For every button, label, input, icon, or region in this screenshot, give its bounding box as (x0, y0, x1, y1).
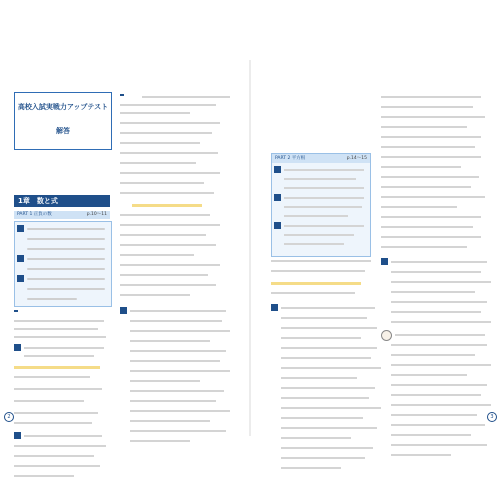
chapter-header: 1章 数と式 (14, 195, 110, 207)
answer-label: 解答 (56, 127, 70, 135)
book-title: 高校入試実戦力アップテスト (17, 103, 109, 111)
title-box (14, 92, 112, 150)
part-pages: p.10〜11 (86, 212, 107, 217)
answer-row (27, 298, 77, 300)
page-number-left: 2 (4, 412, 14, 422)
answer-grid (14, 221, 112, 307)
explanation-tag (120, 94, 124, 96)
solutions-column-4 (381, 92, 493, 492)
question-number (17, 255, 24, 262)
question-number (14, 344, 21, 351)
solutions-column-3 (271, 260, 381, 490)
answer-row (27, 278, 105, 280)
answer-row (27, 238, 105, 240)
part-header-left (14, 211, 110, 219)
right-page (251, 60, 500, 436)
question-number (271, 304, 278, 311)
solutions-column-2 (120, 92, 235, 492)
answer-row (27, 268, 105, 270)
highlight-note (132, 204, 202, 207)
question-number (17, 225, 24, 232)
highlight-note (14, 366, 100, 369)
part-pages: p.14〜15 (346, 156, 367, 161)
question-number (381, 258, 388, 265)
answer-row (27, 258, 105, 260)
answer-row (27, 248, 105, 250)
note-icon (381, 330, 392, 341)
part-label: PART 2 平方根 (275, 156, 306, 161)
highlight-note (271, 282, 361, 285)
part-header-right-box (271, 153, 371, 257)
question-number (14, 432, 21, 439)
page-number-right: 3 (487, 412, 497, 422)
question-number (274, 222, 281, 229)
part-label: PART 1 正負の数 (17, 212, 52, 217)
part-header-right (272, 154, 370, 163)
left-page (0, 60, 249, 436)
question-number (120, 307, 127, 314)
solutions-column-1 (14, 310, 114, 480)
question-number (17, 275, 24, 282)
explanation-tag (14, 310, 18, 312)
answer-row (27, 288, 105, 290)
question-number (274, 194, 281, 201)
question-number (274, 166, 281, 173)
answer-row (27, 228, 105, 230)
